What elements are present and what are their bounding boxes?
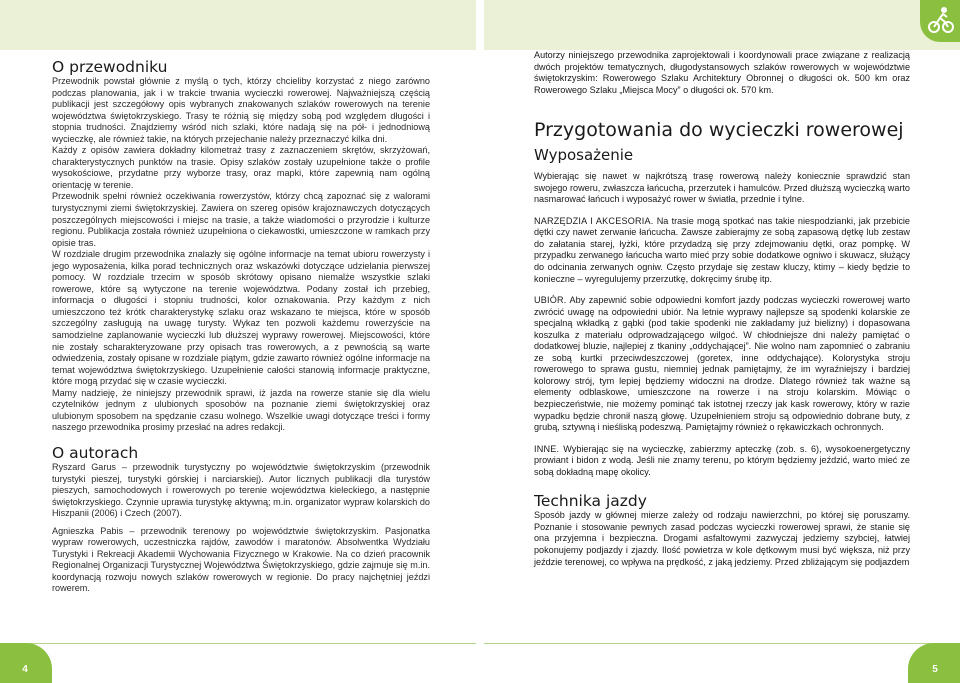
clothing-text: Aby zapewnić sobie odpowiedni komfort jazdy podczas wycieczki rowerowej warto zwrócić uwagę na odpowiedni ubiór. Na letnie wyprawy najlepsze są spodenki kolarskie ze specjalną wkładką z gąbki (pod takie spodenki nie zakładamy już bielizny) i dopasowana koszulka z materiału odprowadzającego wilgoć. W chłodniejsze dni należy pamiętać o dodatkowej bluzie, najlepiej z tkaniny „oddychającej”. Nie wolno nam zapomnieć o zabraniu ze sobą kurtki przeciwdeszczowej (goretex, inne oddychające). Kolorystyka stroju rowerowego to sprawa gustu, niemniej jednak pamiętajmy, że im wyraźniejszy i bardziej kolorowy strój, tym lepiej będziemy widoczni na drodze. Dlatego również tak ważne są elementy odblaskowe, umieszczone na rowerze i na stroju kolarskim. Mówiąc o bezpieczeństwie, nie możemy pominąć tak istotnej rzeczy jak kask rowerowy, który w razie wypadku będzie chronił naszą głowę. Uzupełnieniem stroju są odpowiednio dobrane buty, z grubą, sztywną i nieśliską podeszwą. Pamiętajmy również o rękawiczkach ochronnych.: [534, 295, 910, 433]
cyclist-logo: [920, 0, 960, 42]
header-band-left: [0, 0, 476, 50]
footer-tab-left: [0, 643, 52, 683]
riding-technique-title: Technika jazdy: [534, 492, 647, 511]
author-2: [52, 526, 430, 595]
footer-rule-left: [0, 643, 476, 644]
about-paragraph-4: W rozdziale drugim przewodnika znalazły się ogólne informacje na temat ubioru rowerzysty i jego wyposażenia, kilka porad technicznych oraz wskazówki dotyczące udzielania pierwszej pomocy. W rozdziale trzecim w sposób skrótowy opisano niemalże wszystkie szlaki rowerowe, które są wytyczone na terenie województwa. Podany został ich przebieg, informacja o długości i stopniu trudności, kolor oznakowania. Przy każdym z nich umieszczono też krótk charakterystykę szlaku oraz wskazano te miejsca, które w sposób szczególny zasługują na uwagę turysty. Wykaz ten pozwoli każdemu rowerzyście na samodzielne zaplanowanie wycieczki lub dłuższej wyprawy rowerowej. Miejscowości, które nie zostały scharakteryzowane przy opisach tras rowerowych, a z pewnością są warte odwiedzenia, zostały opisane w rozdziale piątym, gdzie zawarto również ogólne informacje na temat województwa świętokrzyskiego. Uzupełnienie całości stanowią informacje praktyczne, które mogą przydać się w czasie wycieczki.: [52, 249, 430, 387]
about-paragraph-1: Przewodnik powstał głównie z myślą o tych, którzy chcieliby korzystać z niego zarówno podczas planowania, jak i w trakcie trwania wycieczki rowerowej. Najważniejszą częścią publikacji jest szczegółowy opis wybranych znakowanych szlaków rowerowych na terenie województwa świętokrzyskiego. Trasy te różnią się między sobą pod względem długości i stopnia trudności. Znajdziemy wśród nich szlaki, które nadają się na pół- i jednodniową wycieczkę, ale również takie, na których przejechanie należy przeznaczyć kilka dni.: [52, 76, 430, 144]
tools-label: NARZĘDZIA I AKCESORIA.: [534, 215, 654, 226]
author-1-bio: – przewodnik turystyczny po województwie świętokrzyskim (przewodnik turystyki pieszej, turystyki górskiej i narciarskiej). Autor licznych publikacji dla turystów pieszych, samochodowych i rowerowych po terenie województwa kieleckiego, a następnie świętokrzyskiego. Czynnie uprawia turystykę aktywną; m.in. organizator wypraw kolarskich do Hiszpanii (2006) i Czech (2007).: [52, 461, 430, 519]
other-paragraph: [534, 444, 910, 479]
preparation-section-title: Przygotowania do wycieczki rowerowej: [534, 119, 904, 142]
page-number-left: 4: [22, 664, 28, 675]
equipment-paragraph: Wybierając się nawet w najkrótszą trasę rowerową należy koniecznie sprawdzić stan swojego roweru, zwłaszcza łańcucha, przerzutek i hamulców. Przed dłuższą wycieczką warto nasmarować łańcuch i wyposażyć rower w światła, przednie i tylne.: [534, 171, 910, 205]
other-label: INNE.: [534, 443, 560, 454]
about-paragraph-3: Przewodnik spełni również oczekiwania rowerzystów, którzy chcą zapoznać się z walorami turystycznymi ziemi świętokrzyskiej. Zawiera on szereg opisów krajoznawczych dotyczących poszczególnych miejscowości i miejsc na trasie, a także wiadomości o przyrodzie i kulturze regionu. Publikacja została również uzupełniona o ciekawostki, umieszczone w ramkach przy opisie tras.: [52, 191, 430, 248]
left-column: [52, 58, 430, 595]
author-2-name: Agnieszka Pabis: [52, 525, 124, 536]
author-2-bio: – przewodnik terenowy po województwie świętokrzyskim. Pasjonatka wypraw rowerowych, uczestniczka rajdów, zawodów i maratonów. Absolwentka Wydziału Turystyki i Rekreacji Akademii Wychowania Fizycznego w Krakowie. Na co dzień pracownik Regionalnej Organizacji Turystycznej Województwa Świętokrzyskiego, gdzie zajmuje się m.in. koordynacją rozwoju nowych szlaków rowerowych w regionie. Do pracy najchętniej jeździ rowerem.: [52, 525, 430, 594]
equipment-subtitle: Wyposażenie: [534, 146, 634, 165]
clothing-label: UBIÓR.: [534, 295, 567, 306]
author-1: [52, 462, 430, 520]
cyclist-icon: [928, 6, 954, 34]
header-band-right: [484, 0, 960, 50]
authors-title: O autorach: [52, 443, 139, 462]
page-header: [0, 0, 960, 50]
page-number-right: 5: [932, 664, 938, 675]
authors-projects-intro: Autorzy niniejszego przewodnika zaprojektowali i koordynowali prace związane z realizacją dwóch projektów tematycznych, długodystansowych szlaków rowerowych w województwie świętokrzyskim: Rowerowego Szlaku Architektury Obronnej o długości ok. 500 km oraz Rowerowego Szlaku „Miejsca Mocy” o długości ok. 570 km.: [534, 50, 910, 95]
about-paragraph-2: Każdy z opisów zawiera dokładny kilometraż trasy z zaznaczeniem skrętów, skrzyżowań, charakterystycznych punktów na trasie. Opisy szlaków zostały uzupełnione także o profile wysokościowe, przydatne przy wyborze trasy, oraz mapki, które zapewnią nam ogólną orientację w terenie.: [52, 145, 430, 190]
author-1-name: Ryszard Garus: [52, 461, 116, 472]
tools-paragraph: [534, 216, 910, 285]
right-column: [534, 50, 910, 568]
about-guide-title: O przewodniku: [52, 58, 168, 76]
riding-technique-paragraph: Sposób jazdy w głównej mierze zależy od rodzaju nawierzchni, po której się poruszamy. Poznanie i stosowanie pewnych zasad podczas wycieczki rowerowej sprawi, że stanie się ona przyjemna i bezpieczna. Drogami asfaltowymi zazwyczaj jedziemy szybciej, łatwiej pokonujemy podjazdy i zjazdy. Ilość powietrza w kole dętkowym musi być większa, niż przy jeździe terenowej, co wpływa na prędkość, z jaką jedziemy. Przed zbliżającym się podjazdem: [534, 510, 910, 567]
footer-rule-right: [484, 643, 960, 644]
clothing-paragraph: [534, 295, 910, 434]
tools-text: Na trasie mogą spotkać nas takie niespodzianki, jak przebicie dętki czy nawet zerwanie łańcucha. Zawsze zabierajmy ze sobą zapasową dętkę lub zestaw do załatania starej, łyżki, które przydadzą się przy zdejmowaniu dętki, oraz pompkę. W przypadku zerwanego łańcucha warto mieć przy sobie dodatkowe ogniwo i skuwacz, służący do odcinania zerwanych ogniw. Często przydaje się zestaw kluczy, ktimy – kiedy będzie to konieczne – wyregulujemy przerzutkę, dokręcimy śrubę itp.: [534, 215, 910, 284]
about-paragraph-5: Mamy nadzieję, że niniejszy przewodnik sprawi, iż jazda na rowerze stanie się dla wielu czytelników jednym z ulubionych sposobów na poznanie ziemi świętokrzyskiej oraz ulubionym sposobem na spędzanie czasu wolnego. Wszelkie uwagi dotyczące treści i formy naszego przewodnika prosimy przesłać na adres redakcji.: [52, 387, 430, 433]
other-text: Wybierając się na wycieczkę, zabierzmy apteczkę (zob. s. 6), wysokoenergetyczny prowiant i bidon z wodą. Jeśli nie znamy terenu, po którym będziemy jeździć, warto mieć ze sobą dokładną mapę okolicy.: [534, 443, 910, 477]
footer-tab-right: [908, 643, 960, 683]
